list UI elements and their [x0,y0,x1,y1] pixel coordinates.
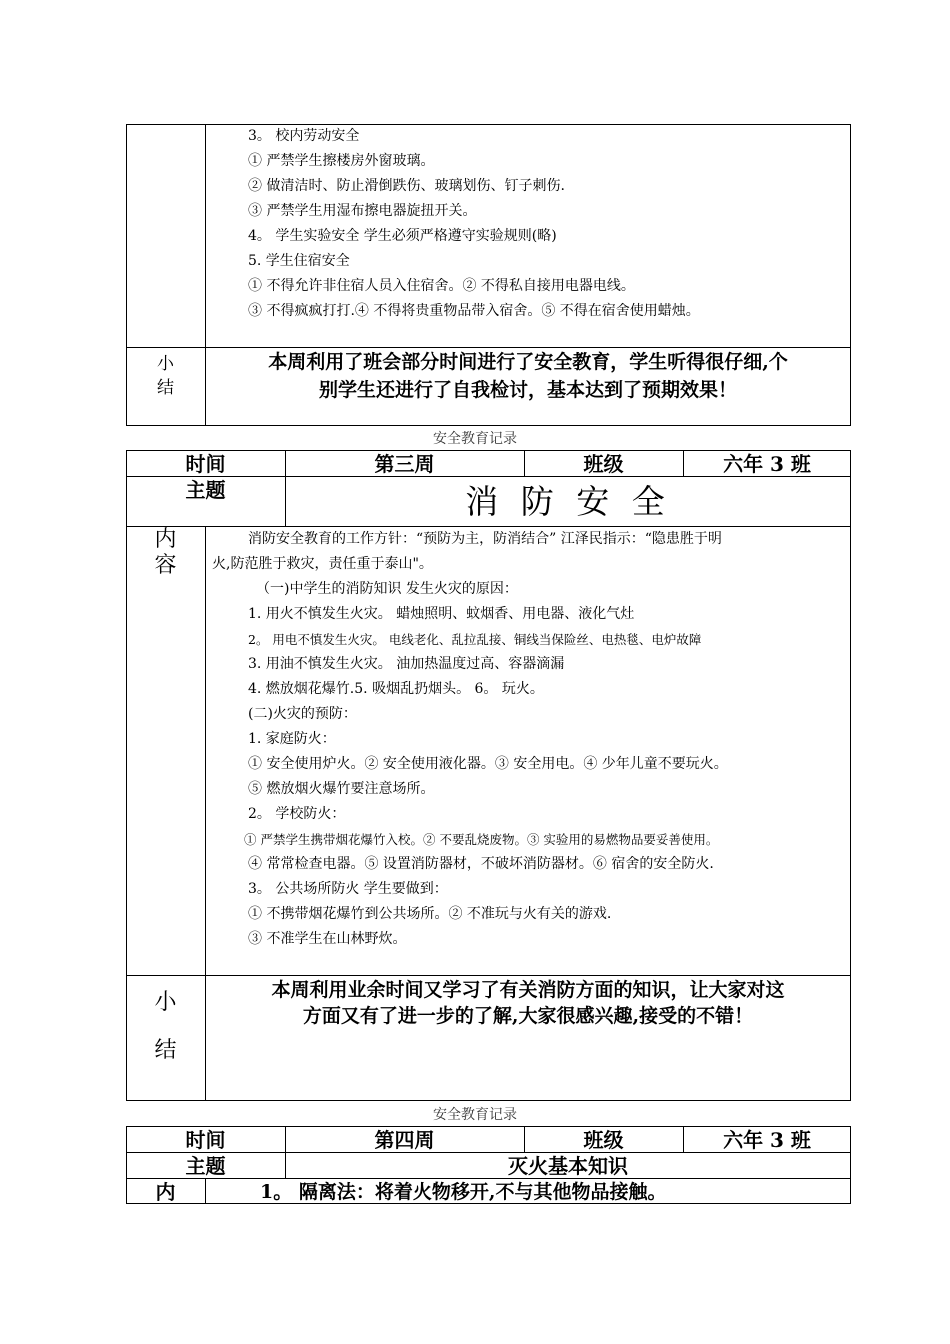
content-line: 3. 用油不慎发生火灾。 油加热温度过高、容器滴漏 [248,656,565,672]
content-line: ④ 常常检查电器。⑤ 设置消防器材，不破坏消防器材。⑥ 宿舍的安全防火. [248,856,714,872]
summary-label-char-2: 结 [154,1038,177,1063]
section1-column-divider [205,124,206,426]
content-line: 2。 学校防火： [248,806,346,822]
class-label: 班级 [583,452,624,476]
topic-title: 消 防 安 全 [465,482,671,521]
topic-label: 主题 [185,478,226,502]
content-line: 4。 学生实验安全 学生必须严格遵守实验规则(略) [248,228,557,244]
content-line: ③ 不准学生在山林野炊。 [248,931,407,947]
divider [205,1178,206,1204]
content-line: ③ 不得疯疯打打.④ 不得将贵重物品带入宿舍。⑤ 不得在宿舍使用蜡烛。 [248,303,700,319]
intro-line: 消防安全教育的工作方针：“预防为主，防消结合” 江泽民指示：“隐患胜于明 [248,531,722,547]
section2-intro [212,527,846,577]
content-first-line: 1。 隔离法：将着火物移开,不与其他物品接触。 [260,1181,667,1203]
summary-line: 本周利用了班会部分时间进行了安全教育，学生听得很仔细,个 [268,351,788,373]
content-line: (二)火灾的预防： [248,706,357,722]
summary-line: 方面又有了进一步的了解,大家很感兴趣,接受的不错！ [302,1005,754,1027]
content-label-char-1: 内 [154,527,177,552]
section2-summary-label [126,990,205,1064]
content-line: （一)中学生的消防知识 发生火灾的原因： [256,581,518,597]
content-label: 内 [155,1180,176,1204]
content-line: ① 安全使用炉火。② 安全使用液化器。③ 安全用电。④ 少年儿童不要玩火。 [248,756,728,772]
content-line: ⑤ 燃放烟火爆竹要注意场所。 [248,781,435,797]
content-line: 2。 用电不慎发生火灾。 电线老化、乱拉乱接、铜线当保险丝、电热毯、电炉故障 [248,632,702,647]
intro-line: 火,防范胜于救灾，责任重于泰山"。 [212,556,433,572]
section1-summary [210,348,846,404]
class-label: 班级 [583,1128,624,1152]
content-line: 1. 家庭防火： [248,731,336,747]
content-line: ① 严禁学生擦楼房外窗玻璃。 [248,153,435,169]
content-line: 5. 学生住宿安全 [248,253,350,269]
week-value: 第四周 [374,1128,435,1152]
divider [126,975,851,976]
section2-content [244,577,844,952]
content-line: ③ 严禁学生用湿布擦电器旋扭开关。 [248,203,477,219]
section1-summary-label [126,352,205,400]
time-label: 时间 [185,452,226,476]
class-value: 六年 3 班 [723,452,811,476]
content-line: 3。 校内劳动安全 [248,128,360,144]
topic-label: 主题 [185,1154,226,1178]
week-value: 第三周 [374,452,435,476]
section3-caption: 安全教育记录 [433,1107,517,1123]
divider [205,526,206,1101]
section2-summary [210,977,846,1029]
content-line: 4. 燃放烟花爆竹.5. 吸烟乱扔烟头。 6。 玩火。 [248,681,544,697]
content-line: 3。 公共场所防火 学生要做到： [248,881,448,897]
content-line: 1. 用火不慎发生火灾。 蜡烛照明、蚊烟香、用电器、液化气灶 [248,606,635,622]
content-line: ① 严禁学生携带烟花爆竹入校。② 不要乱烧废物。③ 实验用的易燃物品要妥善使用。 [244,832,719,847]
content-label-char-2: 容 [154,553,177,578]
summary-label-char-1: 小 [157,354,174,374]
content-line: ① 不得允许非住宿人员入住宿舍。② 不得私自接用电器电线。 [248,278,635,294]
content-label [126,527,205,579]
content-line: ② 做清洁时、防止滑倒跌伤、玻璃划伤、钉子刺伤. [248,178,565,194]
summary-label-char-1: 小 [154,990,177,1015]
summary-label-char-2: 结 [157,378,174,398]
section1-content [248,124,838,324]
content-line: ① 不携带烟花爆竹到公共场所。② 不准玩与火有关的游戏. [248,906,612,922]
topic-title: 灭火基本知识 [508,1154,628,1178]
time-label: 时间 [185,1128,226,1152]
summary-line: 别学生还进行了自我检讨，基本达到了预期效果！ [318,379,737,401]
class-value: 六年 3 班 [723,1128,811,1152]
section2-caption: 安全教育记录 [433,431,517,447]
summary-line: 本周利用业余时间又学习了有关消防方面的知识，让大家对这 [271,979,785,1001]
